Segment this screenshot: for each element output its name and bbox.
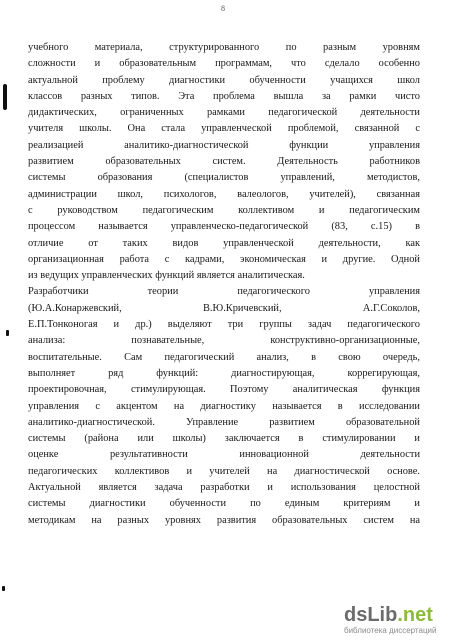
text-line: системы (района или школы) заключается в стимулировании и xyxy=(28,433,420,445)
text-line: с руководством педагогическим коллективом и педагогическим xyxy=(28,204,420,216)
logo-accent-text: .net xyxy=(397,604,433,626)
text-line: отличие от таких видов управленческой деятельности, как xyxy=(28,237,420,249)
text-line: дидактических, ограниченных рамками педагогической деятельности xyxy=(28,107,420,119)
text-line: развитием образовательных систем. Деятельность работников xyxy=(28,156,420,168)
text-line: из ведущих управленческих функций является аналитическая. xyxy=(28,270,305,282)
text-line: методикам на разных уровнях развития образовательных систем на xyxy=(28,514,420,526)
text-line: (Ю.А.Конаржевский, В.Ю.Кричевский, А.Г.Соколов, xyxy=(28,302,420,314)
text-line: процессом называется управленческо-педагогической (83, с.15) в xyxy=(28,221,420,233)
watermark-tagline: библиотека диссертаций xyxy=(344,626,437,635)
text-line: управления с акцентом на диагностику называется в исследовании xyxy=(28,400,420,412)
text-line: анализа: познавательные, конструктивно-организационные, xyxy=(28,335,420,347)
text-line: системы образования (специалистов управлений, методистов, xyxy=(28,172,420,184)
text-line: администрации школ, психологов, валеологов, учителей), связанная xyxy=(28,188,420,200)
text-line: оценке результативности инновационной деятельности xyxy=(28,449,420,461)
margin-scan-mark xyxy=(3,84,7,110)
margin-scan-mark xyxy=(2,586,5,591)
text-line: сложности и образовательным программам, что сделало особенно xyxy=(28,58,420,70)
logo-main-text: dsLib xyxy=(344,604,398,626)
text-line: воспитательные. Сам педагогический анализ, в свою очередь, xyxy=(28,351,420,363)
text-line: актуальной проблему диагностики обученности учащихся школ xyxy=(28,74,420,86)
dslib-logo xyxy=(344,604,433,626)
text-line: учебного материала, структурированного по разным уровням xyxy=(28,42,420,53)
text-line: выполняет ряд функций: диагностирующая, коррегирующая, xyxy=(28,367,420,379)
text-line: Е.П.Тонконогая и др.) выделяют три группы задач педагогического xyxy=(28,319,420,331)
text-line: проектировочная, стимулирующая. Поэтому аналитическая функция xyxy=(28,384,420,396)
text-line: организационная работа с кадрами, экономическая и другие. Одной xyxy=(28,253,420,265)
text-line: классов разных типов. Эта проблема вышла за рамки чисто xyxy=(28,90,420,102)
text-line: системы диагностики обученности по единым критериям и xyxy=(28,498,420,510)
margin-scan-mark xyxy=(6,330,9,336)
text-line: реализацией аналитико-диагностической функции управления xyxy=(28,139,420,151)
text-line: учителя школы. Она стала управленческой проблемой, связанной с xyxy=(28,123,420,135)
text-line: Разработчики теории педагогического управления xyxy=(28,286,420,298)
text-line: Актуальной является задача разработки и использования целостной xyxy=(28,482,420,494)
site-watermark xyxy=(344,604,440,638)
document-body xyxy=(28,40,420,529)
page-number: 8 xyxy=(221,4,225,13)
text-line: педагогических коллективов и учителей на диагностической основе. xyxy=(28,465,420,477)
text-line: аналитико-диагностической. Управление развитием образовательной xyxy=(28,416,420,428)
